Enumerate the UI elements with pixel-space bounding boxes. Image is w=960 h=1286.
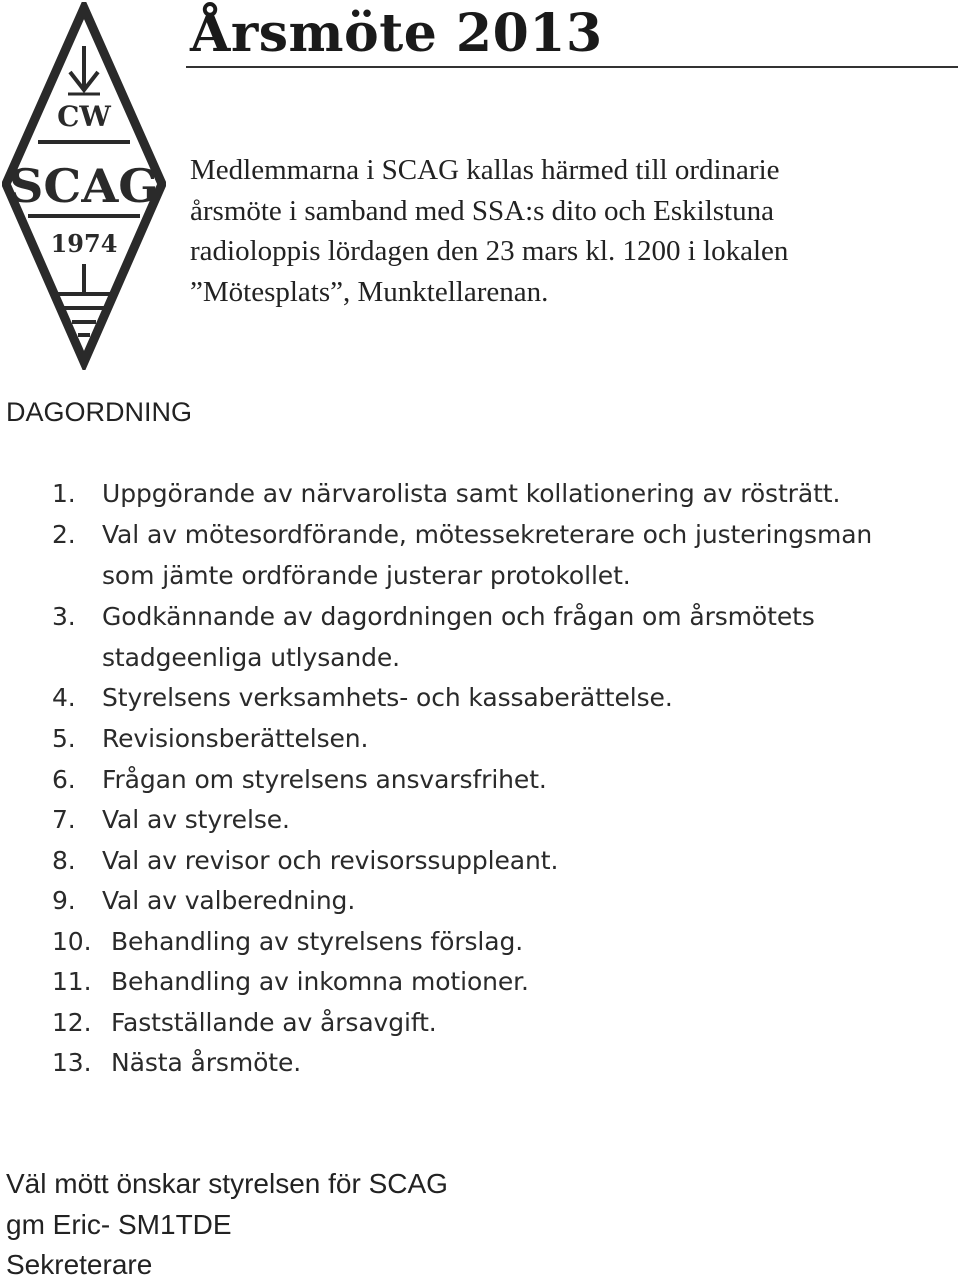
agenda-item-text: Behandling av styrelsens förslag.	[111, 927, 524, 956]
intro-line: radioloppis lördagen den 23 mars kl. 1200 i lokalen	[190, 235, 789, 267]
agenda-item-text: Val av valberedning.	[102, 886, 356, 915]
agenda-item-number: 4.	[52, 683, 76, 712]
agenda-item-number: 9.	[52, 886, 76, 915]
agenda-item-text: Fastställande av årsavgift.	[111, 1008, 437, 1037]
agenda-item-number: 7.	[52, 805, 76, 834]
agenda-item-text: som jämte ordförande justerar protokollet.	[102, 561, 631, 590]
intro-line: Medlemmarna i SCAG kallas härmed till ordinarie	[190, 154, 780, 186]
intro-line: årsmöte i samband med SSA:s dito och Eskilstuna	[190, 194, 774, 227]
agenda-heading: DAGORDNING	[6, 397, 193, 427]
closing-line: Sekreterare	[6, 1249, 153, 1280]
agenda-item-text: Nästa årsmöte.	[111, 1048, 302, 1077]
agenda-item-text: Godkännande av dagordningen och frågan om årsmötets	[102, 602, 815, 631]
closing-line: Väl mött önskar styrelsen för SCAG	[6, 1168, 448, 1199]
page-title: Årsmöte 2013	[190, 3, 603, 64]
intro-paragraph	[190, 150, 910, 312]
agenda-item-text: Val av revisor och revisorssuppleant.	[102, 846, 559, 875]
scag-logo-icon	[2, 2, 166, 370]
title-underline	[186, 66, 958, 68]
agenda-item-number: 1.	[52, 479, 76, 508]
logo-top-text: CW	[57, 100, 111, 133]
agenda-item-text: Uppgörande av närvarolista samt kollationering av rösträtt.	[102, 479, 841, 508]
agenda-item-number: 3.	[52, 602, 76, 631]
agenda-item-text: Behandling av inkomna motioner.	[111, 967, 529, 996]
agenda-item-number: 12.	[52, 1008, 92, 1037]
closing-line: gm Eric- SM1TDE	[6, 1208, 232, 1240]
agenda-item-number: 13.	[52, 1048, 92, 1077]
agenda-item-text: Revisionsberättelsen.	[102, 724, 369, 753]
agenda-item-number: 10.	[52, 927, 92, 956]
agenda-item-number: 8.	[52, 846, 76, 875]
intro-line: ”Mötesplats”, Munktellarenan.	[190, 275, 549, 308]
agenda-item-text: Val av styrelse.	[102, 805, 290, 834]
agenda-item-text: Frågan om styrelsens ansvarsfrihet.	[102, 765, 547, 794]
agenda-item-number: 5.	[52, 724, 76, 753]
agenda-item-text: Styrelsens verksamhets- och kassaberättelse.	[102, 683, 673, 712]
agenda-item-number: 2.	[52, 520, 76, 549]
closing-signature	[6, 1164, 448, 1286]
agenda-item-text: Val av mötesordförande, mötessekreterare och justeringsman	[102, 520, 873, 549]
logo-main-text: SCAG	[9, 159, 159, 213]
agenda-item-number: 11.	[52, 967, 92, 996]
scag-logo	[2, 2, 166, 370]
agenda-item-number: 6.	[52, 765, 76, 794]
logo-year-text: 1974	[50, 229, 118, 258]
agenda-item-text: stadgeenliga utlysande.	[102, 643, 400, 672]
